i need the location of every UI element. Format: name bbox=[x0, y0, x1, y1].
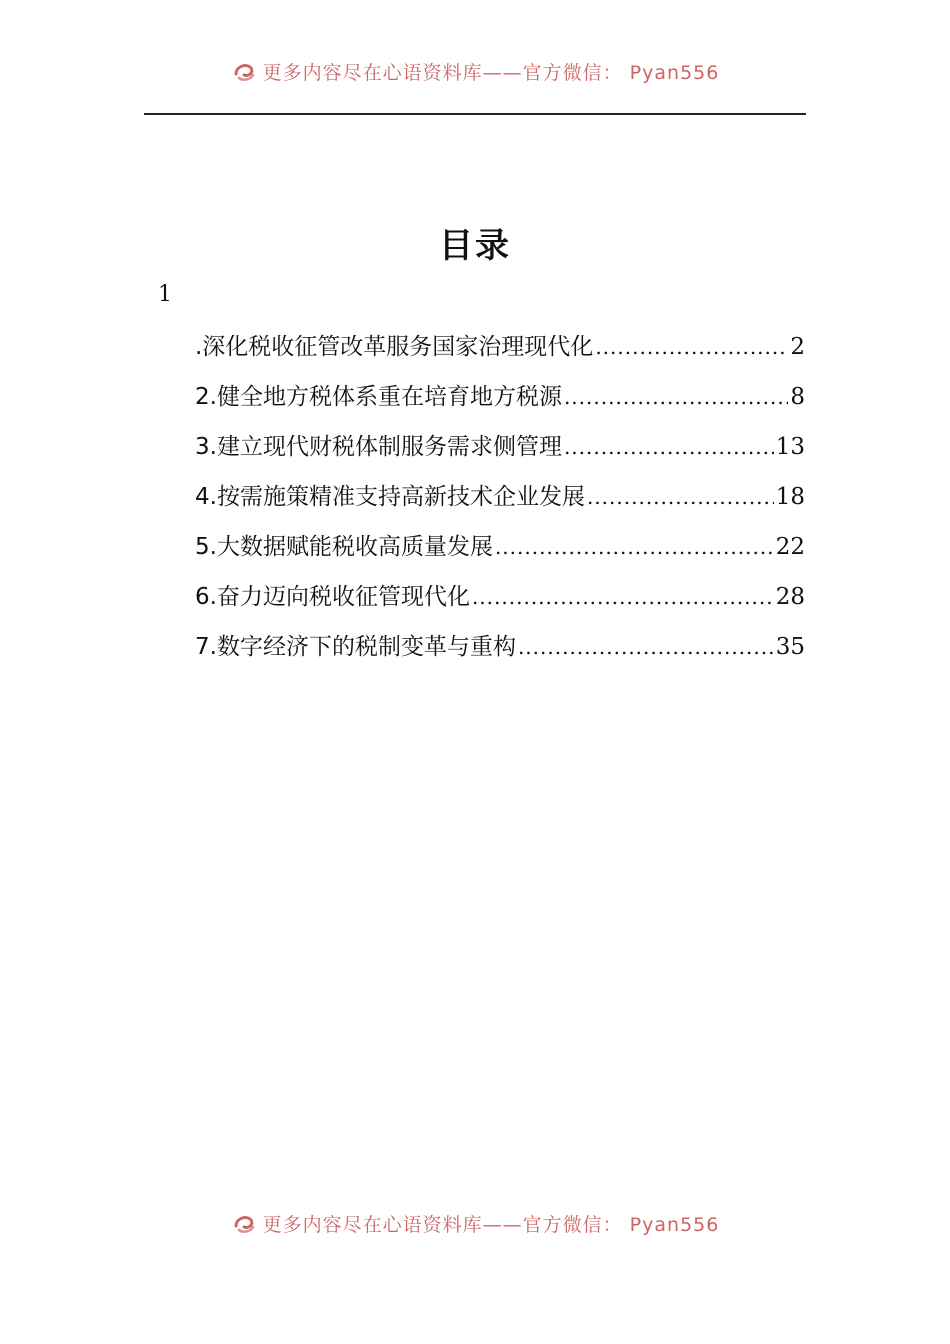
toc-entry[interactable] bbox=[195, 628, 805, 678]
toc-entry-title: 7.数字经济下的税制变革与重构 bbox=[195, 634, 516, 660]
toc-page-number: 2 bbox=[790, 334, 805, 360]
toc-dot-leader bbox=[472, 585, 774, 609]
toc-prefix-number: 1 bbox=[158, 282, 172, 307]
toc-entry[interactable] bbox=[195, 578, 805, 628]
toc-entry-title: 5.大数据赋能税收高质量发展 bbox=[195, 534, 493, 560]
watermark-text: 更多内容尽在心语资料库——官方微信： Pyan556 bbox=[262, 1213, 720, 1236]
toc-page-number: 13 bbox=[775, 434, 805, 460]
toc-entry-title: 3.建立现代财税体制服务需求侧管理 bbox=[195, 434, 562, 460]
toc-entry-title: 4.按需施策精准支持高新技术企业发展 bbox=[195, 484, 585, 510]
toc-entry[interactable] bbox=[195, 378, 805, 428]
swirl-logo-icon bbox=[231, 58, 257, 84]
toc-page-number: 18 bbox=[775, 484, 805, 510]
toc-page-number: 8 bbox=[790, 384, 805, 410]
toc-dot-leader bbox=[495, 535, 774, 559]
toc-title: 目录 bbox=[439, 226, 511, 266]
toc-entry-title: .深化税收征管改革服务国家治理现代化 bbox=[195, 334, 594, 360]
toc-entry[interactable] bbox=[195, 328, 805, 378]
toc-page-number: 28 bbox=[775, 584, 805, 610]
toc-entry-title: 2.健全地方税体系重在培育地方税源 bbox=[195, 384, 562, 410]
toc-page-number: 22 bbox=[775, 534, 805, 560]
footer-watermark bbox=[0, 1210, 950, 1236]
toc-dot-leader bbox=[587, 485, 774, 509]
toc-entry[interactable] bbox=[195, 428, 805, 478]
toc-dot-leader bbox=[564, 385, 788, 409]
swirl-logo-icon bbox=[231, 1210, 257, 1236]
toc-entry[interactable] bbox=[195, 478, 805, 528]
toc-entry-title: 6.奋力迈向税收征管现代化 bbox=[195, 584, 470, 610]
toc-dot-leader bbox=[595, 335, 788, 359]
watermark-text: 更多内容尽在心语资料库——官方微信： Pyan556 bbox=[262, 61, 720, 84]
toc-dot-leader bbox=[564, 435, 774, 459]
toc-entry[interactable] bbox=[195, 528, 805, 578]
header-watermark bbox=[0, 58, 950, 84]
header-rule bbox=[144, 113, 806, 115]
toc-dot-leader bbox=[518, 635, 774, 659]
toc-list bbox=[195, 328, 805, 678]
toc-page-number: 35 bbox=[775, 634, 805, 660]
